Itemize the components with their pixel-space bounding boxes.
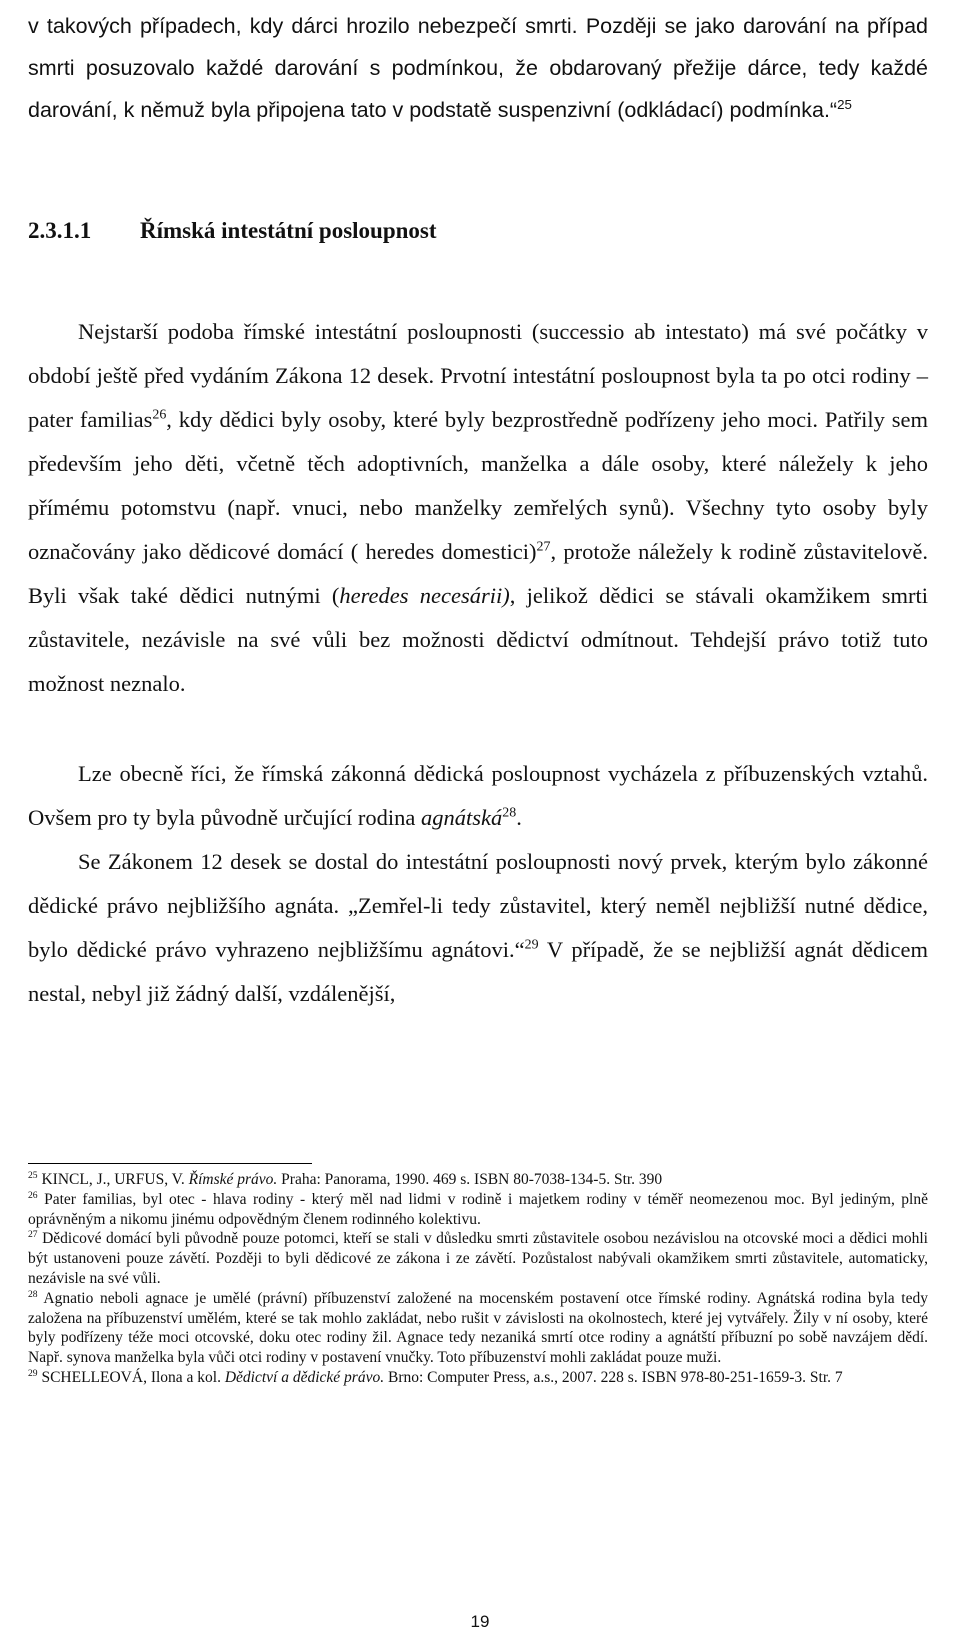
footnote-text: Brno: Computer Press, a.s., 2007. 228 s. ISBN 978-80-251-1659-3. Str. 7 [384,1368,843,1386]
footnote-28 [28,1289,928,1368]
footnote-ref-26: 26 [152,407,167,423]
footnote-ref-29: 29 [524,937,539,953]
footnote-number: 29 [28,1367,38,1379]
continuation-paragraph [28,5,928,131]
section-number: 2.3.1.1 [28,218,92,243]
paragraph-2-text-b: . [516,805,522,830]
paragraph-2 [28,752,928,840]
footnote-italic: Dědictví a dědické právo. [224,1368,385,1386]
paragraph-1 [28,310,928,706]
paragraph-2-text-a: Lze obecně říci, že římská zákonná dědická posloupnost vycházela z příbuzenských vztahů. Ovšem pro ty byla původně určující rodina [28,761,928,830]
paragraph-3-text-b: V případě, že se nejbližší agnát dědicem nestal, nebyl již žádný další, vzdálenější, [28,937,929,1006]
footnote-text: Dědicové domácí byli původně pouze potomci, kteří se stali v důsledku smrti zůstavitele osobou nezávislou na otcovské moci a dědici mohli být ustanoveni pouze závětí. Později to byli dědicové ze zákona i ze závětí. Pozůstalost nabývali okamžikem smrti zůstavitele, automaticky, nezávisle na své vůli. [28,1230,928,1287]
footnote-number: 28 [28,1288,38,1300]
footnote-27 [28,1229,928,1288]
paragraph-2-italic: agnátská [421,805,503,830]
footnote-text: Agnatio neboli agnace je umělé (právní) příbuzenství založené na mocenském postavení otce římské rodiny. Agnátská rodina byla tedy založena na příbuzenství umělém, které se tak mohlo zakládat, nebo rušit v závislosti na okolnostech, které jej vytvářely. Žily v ní osoby, které byly podřízeny téže moci otcovské, doku otec rodiny žil. Agnace tedy nezaniká smrtí otce rodiny a agnátští příbuzní po sobě navzájem dědí. Např. synova manželka byla vůči otci rodiny v postavení vnučky. Toto příbuzenství mohli zakládat pouze muži. [28,1289,928,1367]
footnote-text: KINCL, J., URFUS, V. [37,1171,189,1188]
footnote-text: Pater familias, byl otec - hlava rodiny - který měl nad lidmi v rodině i majetkem rodiny v téměř neomezenou moc. Byl jediným, plně oprávněným a nikomu jinému odpovědným členem rodinného kolektivu. [28,1190,928,1228]
footnote-ref-25: 25 [837,96,852,112]
section-title: Římská intestátní posloupnost [140,218,437,243]
footnote-number: 25 [28,1169,38,1181]
paragraph-1-text-d: , jelikož dědici se stávali okamžikem smrti zůstavitele, nezávisle na své vůli bez možnosti dědictví odmítnout. Tehdejší právo totiž tuto možnost neznalo. [28,583,928,696]
paragraph-3 [28,840,928,1016]
footnote-italic: Římské právo. [188,1171,278,1188]
section-heading [28,218,437,244]
footnote-29 [28,1368,928,1388]
footnote-number: 27 [28,1229,38,1241]
paragraph-1-text-c: , protože náležely k rodině zůstavitelově. Byli však také dědici nutnými ( [28,539,928,608]
footnote-25 [28,1170,928,1190]
paragraph-1-italic: heredes necesárii) [339,583,510,608]
footnote-number: 26 [28,1189,38,1201]
paragraph-1-text-a: Nejstarší podoba římské intestátní posloupnosti (successio ab intestato) má své počátky v období ještě před vydáním Zákona 12 desek. Prvotní intestátní posloupnost byla ta po otci rodiny – pater familias [28,319,928,432]
page-number: 19 [470,1612,490,1631]
footnote-text: Praha: Panorama, 1990. 469 s. ISBN 80-7038-134-5. Str. 390 [277,1171,663,1188]
footnotes [28,1170,928,1388]
footnote-26 [28,1190,928,1230]
footnote-ref-27: 27 [536,539,551,555]
paragraph-1-text-b: , kdy dědici byly osoby, které byly bezprostředně podřízeny jeho moci. Patřily sem především jeho děti, včetně těch adoptivních, manželka a dále osoby, které náležely k jeho přímému potomstvu (např. vnuci, nebo manželky zemřelých synů). Všechny tyto osoby byly označovány jako dědicové domácí ( heredes domestici) [28,407,928,564]
continuation-text: v takových případech, kdy dárci hrozilo nebezpečí smrti. Později se jako darování na případ smrti posuzovalo každé darování s podmínkou, že obdarovaný přežije dárce, tedy každé darování, k němuž byla připojena tato v podstatě suspenzivní (odkládací) podmínka.“ [28,14,928,122]
footnote-separator [28,1163,312,1164]
footnote-ref-28: 28 [502,805,517,821]
footnote-text: SCHELLEOVÁ, Ilona a kol. [37,1368,225,1386]
paragraph-3-text-a: Se Zákonem 12 desek se dostal do intestátní posloupnosti nový prvek, kterým bylo zákonné dědické právo nejbližšího agnáta. „Zemřel-li tedy zůstavitel, který neměl nejbližší nutné dědice, bylo dědické právo vyhrazeno nejbližšímu agnátovi.“ [28,849,928,962]
